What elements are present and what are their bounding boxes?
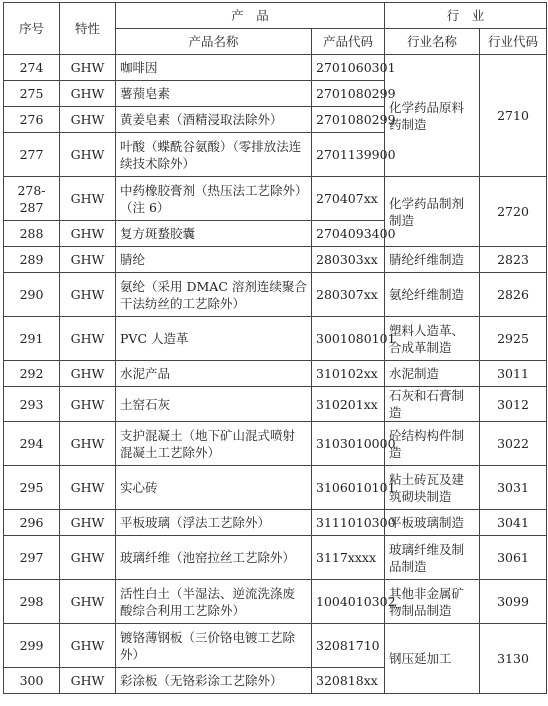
row-product-name: 实心砖 [116,466,312,510]
table-row [4,177,547,221]
row-product-name: 镀铬薄钢板（三价铬电镀工艺除外） [116,624,312,668]
row-number: 290 [4,273,60,317]
row-feature: GHW [60,317,116,361]
product-industry-table [3,2,547,694]
table-row [4,387,547,422]
row-industry-code: 3099 [480,580,547,624]
row-product-name: 中药橡胶膏剂（热压法工艺除外）（注 6） [116,177,312,221]
header-industry-name: 行业名称 [385,29,480,55]
row-industry-name: 砼结构构件制造 [385,422,480,466]
row-product-code: 310201xx [312,387,385,422]
row-industry-code: 3130 [480,624,547,694]
row-industry-code: 3011 [480,361,547,387]
row-industry-name: 粘土砖瓦及建筑砌块制造 [385,466,480,510]
header-product-code: 产品代码 [312,29,385,55]
row-product-name: 平板玻璃（浮法工艺除外） [116,510,312,536]
row-industry-name: 钢压延加工 [385,624,480,694]
row-product-name: 复方斑蝥胶囊 [116,221,312,247]
row-feature: GHW [60,273,116,317]
header-industry-group: 行 业 [385,3,547,29]
table-row [4,510,547,536]
table-row [4,273,547,317]
row-product-code: 310102xx [312,361,385,387]
row-feature: GHW [60,466,116,510]
row-feature: GHW [60,107,116,133]
row-industry-name: 其他非金属矿物制品制造 [385,580,480,624]
row-number: 294 [4,422,60,466]
row-industry-name: 玻璃纤维及制品制造 [385,536,480,580]
row-feature: GHW [60,177,116,221]
row-product-code: 3001080101 [312,317,385,361]
table-row [4,361,547,387]
row-industry-code: 3012 [480,387,547,422]
row-number: 299 [4,624,60,668]
row-product-code: 320818xx [312,668,385,694]
row-industry-name: 塑料人造革、合成革制造 [385,317,480,361]
row-product-name: 氨纶（采用 DMAC 溶剂连续聚合干法纺丝的工艺除外） [116,273,312,317]
row-industry-code: 3061 [480,536,547,580]
row-industry-code: 2823 [480,247,547,273]
header-seq: 序号 [4,3,60,55]
row-industry-name: 石灰和石膏制造 [385,387,480,422]
row-feature: GHW [60,387,116,422]
row-product-code: 3117xxxx [312,536,385,580]
row-feature: GHW [60,624,116,668]
table-row [4,422,547,466]
row-number: 275 [4,81,60,107]
row-industry-name: 化学药品制剂制造 [385,177,480,247]
header-industry-code: 行业代码 [480,29,547,55]
row-feature: GHW [60,580,116,624]
row-product-code: 2704093400 [312,221,385,247]
row-feature: GHW [60,422,116,466]
row-product-name: 水泥产品 [116,361,312,387]
row-product-name: 支护混凝土（地下矿山混式喷射混凝土工艺除外） [116,422,312,466]
header-product-name: 产品名称 [116,29,312,55]
row-industry-code: 3031 [480,466,547,510]
row-feature: GHW [60,668,116,694]
row-number: 289 [4,247,60,273]
row-feature: GHW [60,81,116,107]
row-number: 300 [4,668,60,694]
table-row [4,317,547,361]
row-industry-name: 氨纶纤维制造 [385,273,480,317]
row-product-code: 2701139900 [312,133,385,177]
row-product-code: 280307xx [312,273,385,317]
row-feature: GHW [60,247,116,273]
row-feature: GHW [60,510,116,536]
row-number: 297 [4,536,60,580]
row-product-code: 2701060301 [312,55,385,81]
row-product-name: PVC 人造革 [116,317,312,361]
row-industry-name: 腈纶纤维制造 [385,247,480,273]
row-industry-code: 2925 [480,317,547,361]
row-product-code: 32081710 [312,624,385,668]
row-number: 278-287 [4,177,60,221]
row-product-code: 3103010000 [312,422,385,466]
row-number: 295 [4,466,60,510]
row-feature: GHW [60,221,116,247]
row-industry-code: 2720 [480,177,547,247]
row-number: 296 [4,510,60,536]
table-row [4,466,547,510]
row-feature: GHW [60,536,116,580]
row-number: 291 [4,317,60,361]
row-product-code: 3106010101 [312,466,385,510]
row-number: 298 [4,580,60,624]
row-product-name: 玻璃纤维（池窑拉丝工艺除外） [116,536,312,580]
row-industry-name: 化学药品原料药制造 [385,55,480,177]
header-feature: 特性 [60,3,116,55]
row-product-code: 1004010302 [312,580,385,624]
row-product-name: 薯蓣皂素 [116,81,312,107]
row-product-code: 280303xx [312,247,385,273]
row-industry-name: 水泥制造 [385,361,480,387]
row-product-code: 2701080299 [312,107,385,133]
row-number: 292 [4,361,60,387]
row-number: 276 [4,107,60,133]
row-product-name: 腈纶 [116,247,312,273]
row-feature: GHW [60,361,116,387]
row-product-name: 土窑石灰 [116,387,312,422]
row-product-name: 彩涂板（无铬彩涂工艺除外） [116,668,312,694]
row-product-name: 咖啡因 [116,55,312,81]
row-product-code: 270407xx [312,177,385,221]
row-number: 274 [4,55,60,81]
row-product-name: 活性白土（半湿法、逆流洗涤废酸综合利用工艺除外） [116,580,312,624]
row-industry-name: 平板玻璃制造 [385,510,480,536]
header-product-group: 产 品 [116,3,385,29]
row-product-name: 叶酸（蝶酰谷氨酸）（零排放法连续技术除外） [116,133,312,177]
table-row [4,624,547,668]
table-row [4,536,547,580]
row-product-code: 3111010300 [312,510,385,536]
row-industry-code: 3022 [480,422,547,466]
row-feature: GHW [60,133,116,177]
row-number: 293 [4,387,60,422]
row-industry-code: 3041 [480,510,547,536]
row-number: 288 [4,221,60,247]
row-industry-code: 2710 [480,55,547,177]
row-product-name: 黄姜皂素（酒精浸取法除外） [116,107,312,133]
table-row [4,580,547,624]
row-industry-code: 2826 [480,273,547,317]
row-product-code: 2701080299 [312,81,385,107]
table-row [4,55,547,81]
table-row [4,247,547,273]
row-feature: GHW [60,55,116,81]
row-number: 277 [4,133,60,177]
